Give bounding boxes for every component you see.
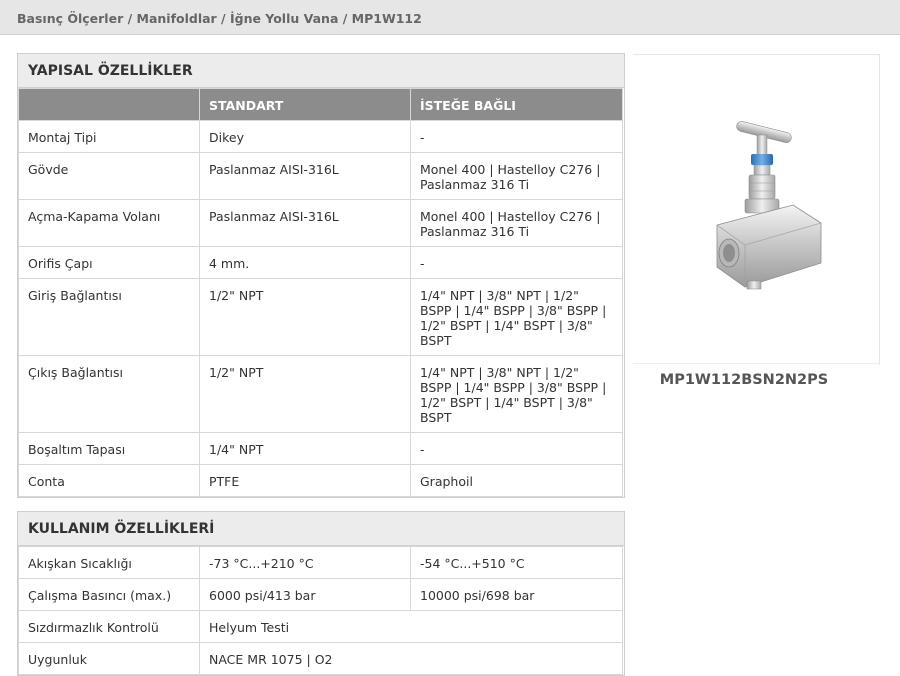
row-optional: -54 °C...+510 °C	[411, 547, 623, 579]
table-row	[19, 356, 623, 433]
row-standard: Dikey	[200, 121, 411, 153]
row-standard: PTFE	[200, 465, 411, 497]
row-optional: Monel 400 | Hastelloy C276 | Paslanmaz 316 Ti	[411, 200, 623, 247]
row-optional: 10000 psi/698 bar	[411, 579, 623, 611]
table-row	[19, 153, 623, 200]
table-row	[19, 433, 623, 465]
row-standard: -73 °C...+210 °C	[200, 547, 411, 579]
row-value: Helyum Testi	[200, 611, 623, 643]
table-row	[19, 121, 623, 153]
row-standard: Paslanmaz AISI-316L	[200, 153, 411, 200]
usage-title: KULLANIM ÖZELLİKLERİ	[28, 521, 215, 537]
product-model-code: MP1W112BSN2N2PS	[659, 372, 829, 388]
needle-valve-photo-icon[interactable]	[633, 55, 879, 365]
breadcrumb[interactable]: Basınç Ölçerler / Manifoldlar / İğne Yollu Vana / MP1W112	[17, 11, 422, 26]
row-optional: Monel 400 | Hastelloy C276 | Paslanmaz 316 Ti	[411, 153, 623, 200]
row-standard: 1/2" NPT	[200, 279, 411, 356]
table-row	[19, 611, 623, 643]
row-label: Orifis Çapı	[19, 247, 200, 279]
row-optional: Graphoil	[411, 465, 623, 497]
product-image-frame	[633, 54, 880, 365]
structural-properties-table	[17, 53, 625, 498]
table-row	[19, 579, 623, 611]
row-label: Boşaltım Tapası	[19, 433, 200, 465]
table-row	[19, 547, 623, 579]
row-standard: Paslanmaz AISI-316L	[200, 200, 411, 247]
row-standard: 1/4" NPT	[200, 433, 411, 465]
table-row	[19, 247, 623, 279]
row-label: Çalışma Basıncı (max.)	[19, 579, 200, 611]
row-label: Giriş Bağlantısı	[19, 279, 200, 356]
header-standard: STANDART	[200, 89, 411, 121]
table-row	[19, 279, 623, 356]
table-row	[19, 465, 623, 497]
row-label: Çıkış Bağlantısı	[19, 356, 200, 433]
structural-section-header	[18, 54, 624, 88]
usage-section-header	[18, 512, 624, 546]
row-standard: 1/2" NPT	[200, 356, 411, 433]
row-label: Sızdırmazlık Kontrolü	[19, 611, 200, 643]
row-label: Uygunluk	[19, 643, 200, 675]
row-label: Gövde	[19, 153, 200, 200]
row-standard: 4 mm.	[200, 247, 411, 279]
usage-properties-table	[17, 511, 625, 676]
row-value: NACE MR 1075 | O2	[200, 643, 623, 675]
row-label: Conta	[19, 465, 200, 497]
structural-title: YAPISAL ÖZELLİKLER	[28, 63, 193, 79]
table-row	[19, 200, 623, 247]
image-divider	[633, 363, 880, 364]
table-row	[19, 643, 623, 675]
row-standard: 6000 psi/413 bar	[200, 579, 411, 611]
row-label: Akışkan Sıcaklığı	[19, 547, 200, 579]
row-optional: 1/4" NPT | 3/8" NPT | 1/2" BSPP | 1/4" BSPP | 3/8" BSPP | 1/2" BSPT | 1/4" BSPT | 3/8" BSPT	[411, 356, 623, 433]
row-optional: -	[411, 121, 623, 153]
row-optional: -	[411, 247, 623, 279]
table-header-row	[19, 89, 623, 121]
header-blank	[19, 89, 200, 121]
row-label: Montaj Tipi	[19, 121, 200, 153]
row-optional: -	[411, 433, 623, 465]
breadcrumb-bar	[0, 0, 900, 35]
header-optional: İSTEĞE BAĞLI	[411, 89, 623, 121]
row-label: Açma-Kapama Volanı	[19, 200, 200, 247]
row-optional: 1/4" NPT | 3/8" NPT | 1/2" BSPP | 1/4" BSPP | 3/8" BSPP | 1/2" BSPT | 1/4" BSPT | 3/8" BSPT	[411, 279, 623, 356]
